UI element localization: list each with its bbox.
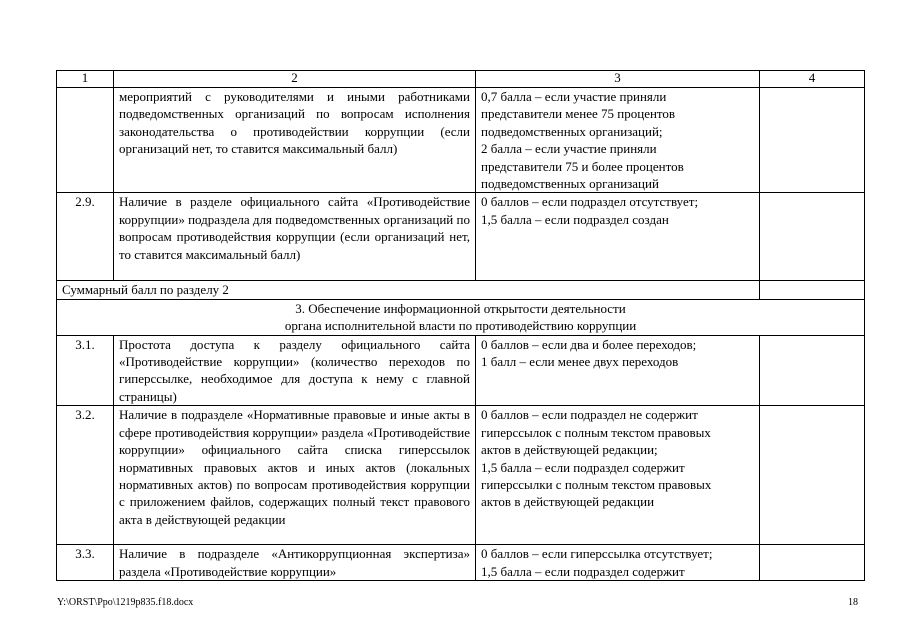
criterion-text: Наличие в подразделе «Антикоррупционная экспертиза» раздела «Противодействие коррупции» bbox=[114, 545, 476, 581]
scoring-line: актов в действующей редакции; bbox=[481, 442, 658, 458]
summary-label: Суммарный балл по разделу 2 bbox=[57, 281, 760, 299]
scoring-line: представители менее 75 процентов bbox=[481, 106, 676, 122]
scoring-line: актов в действующей редакции bbox=[481, 494, 655, 510]
scoring-line: 1,5 балла – если подраздел создан bbox=[481, 211, 669, 227]
scoring-cell bbox=[476, 545, 760, 581]
row-number bbox=[57, 88, 114, 193]
scoring-cell bbox=[476, 335, 760, 406]
scoring-line: 2 балла – если участие приняли bbox=[481, 141, 657, 157]
scoring-line: 0,7 балла – если участие приняли bbox=[481, 89, 667, 104]
row-number: 2.9. bbox=[57, 193, 114, 281]
criterion-text: Наличие в подразделе «Нормативные правовые и иные акты в сфере противодействия коррупции» раздела «Противодействие коррупции» официального сайта списка гиперссылок нормативных правовых актов и иных актов (локальных нормативных актов) по вопросам противодействия коррупции с приложением файлов, содержащих полный текст правового акта в действующей редакции bbox=[114, 406, 476, 545]
table-row bbox=[57, 193, 865, 281]
table-row bbox=[57, 406, 865, 545]
row-number: 3.1. bbox=[57, 335, 114, 406]
section-heading-row bbox=[57, 299, 865, 335]
value-cell bbox=[760, 406, 865, 545]
row-number: 3.3. bbox=[57, 545, 114, 581]
criterion-text: Наличие в разделе официального сайта «Противодействие коррупции» подраздела для подведомственных организаций по вопросам противодействия коррупции (если организаций нет, то ставится максимальный балл) bbox=[114, 193, 476, 281]
scoring-line: гиперссылок с полным текстом правовых bbox=[481, 424, 711, 440]
scoring-cell bbox=[476, 193, 760, 281]
scoring-line: гиперссылки с полным текстом правовых bbox=[481, 476, 712, 492]
scoring-line: подведомственных организаций bbox=[481, 176, 659, 192]
section-heading bbox=[57, 299, 865, 335]
table-row bbox=[57, 335, 865, 406]
header-col-2: 2 bbox=[114, 71, 476, 88]
scoring-line: подведомственных организаций; bbox=[481, 123, 663, 139]
footer-file-path: Y:\ORST\Ppo\1219p835.f18.docx bbox=[57, 597, 194, 608]
scoring-line: 0 баллов – если гиперссылка отсутствует; bbox=[481, 546, 713, 562]
row-number: 3.2. bbox=[57, 406, 114, 545]
value-cell bbox=[760, 335, 865, 406]
header-col-3: 3 bbox=[476, 71, 760, 88]
criterion-text: мероприятий с руководителями и иными работниками подведомственных организаций по вопросам исполнения законодательства о противодействии коррупции (если организаций нет, то ставится максимальный балл) bbox=[114, 88, 476, 193]
scoring-line: представители 75 и более процентов bbox=[481, 158, 684, 174]
scoring-line: 1,5 балла – если подраздел содержит bbox=[481, 563, 685, 579]
summary-value bbox=[760, 281, 865, 299]
criterion-text: Простота доступа к разделу официального сайта «Противодействие коррупции» (количество переходов по гиперссылке, необходимое для доступа к нему с главной страницы) bbox=[114, 335, 476, 406]
header-row bbox=[57, 71, 865, 88]
scoring-cell bbox=[476, 88, 760, 193]
page-number: 18 bbox=[848, 597, 858, 608]
value-cell bbox=[760, 88, 865, 193]
criteria-table bbox=[56, 70, 865, 581]
value-cell bbox=[760, 193, 865, 281]
scoring-line: 0 баллов – если подраздел отсутствует; bbox=[481, 194, 699, 210]
table-row bbox=[57, 545, 865, 581]
table-row bbox=[57, 88, 865, 193]
scoring-line: 1,5 балла – если подраздел содержит bbox=[481, 459, 685, 475]
section-heading-line: 3. Обеспечение информационной открытости деятельности bbox=[295, 300, 626, 316]
section-heading-line: органа исполнительной власти по противодействию коррупции bbox=[284, 318, 637, 334]
header-col-4: 4 bbox=[760, 71, 865, 88]
scoring-line: 0 баллов – если подраздел не содержит bbox=[481, 407, 698, 423]
scoring-line: 0 баллов – если два и более переходов; bbox=[481, 336, 697, 352]
scoring-line: 1 балл – если менее двух переходов bbox=[481, 354, 679, 370]
scoring-cell bbox=[476, 406, 760, 545]
summary-row bbox=[57, 281, 865, 299]
header-col-1: 1 bbox=[57, 71, 114, 88]
value-cell bbox=[760, 545, 865, 581]
